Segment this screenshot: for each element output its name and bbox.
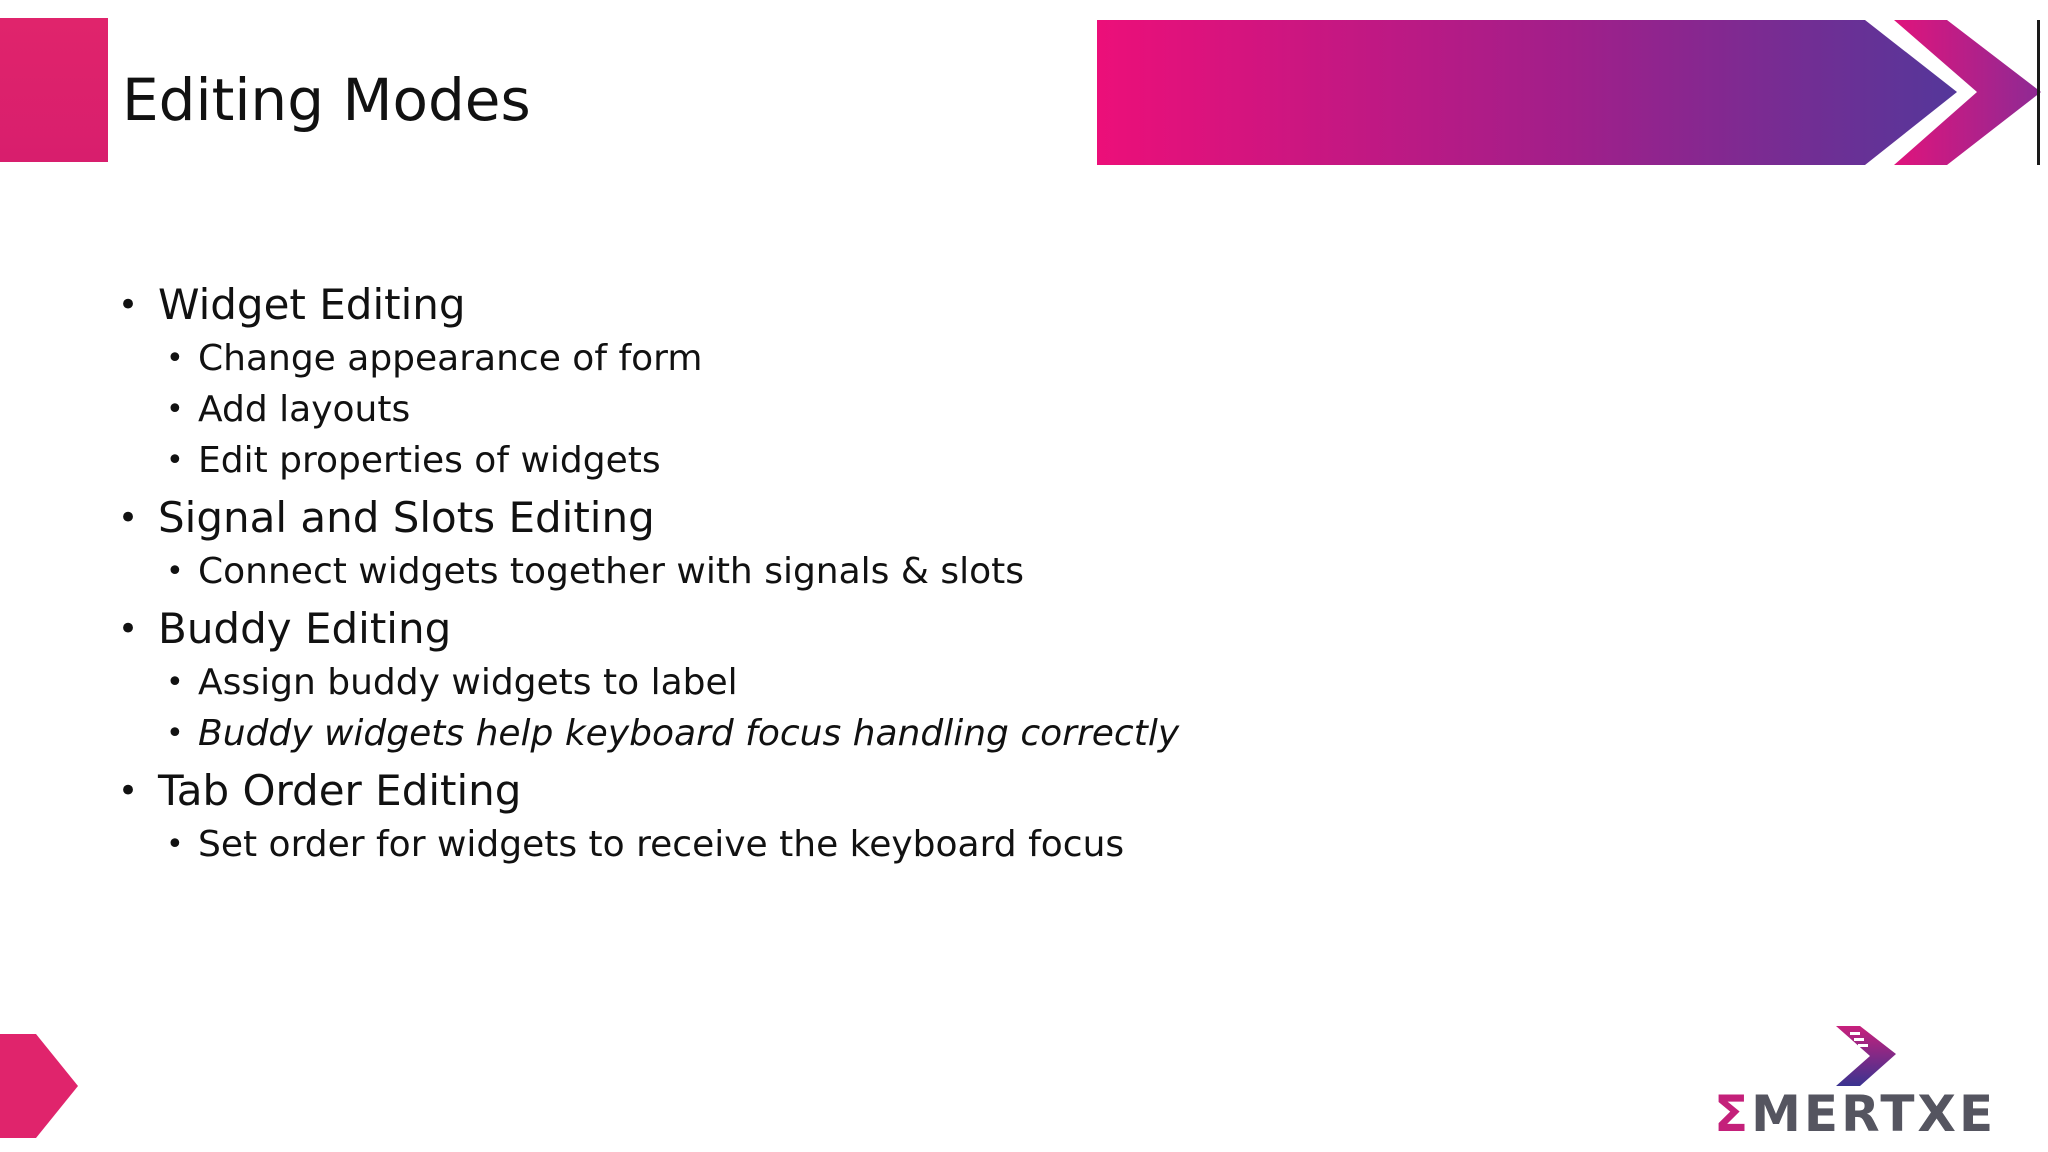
header-gradient-banner <box>1097 20 2048 165</box>
sub-bullet <box>118 388 1518 432</box>
banner-arrow-graphic <box>1097 20 2048 165</box>
bullet-text: Buddy Editing <box>158 604 452 653</box>
bullet-list <box>118 280 1518 867</box>
sub-bullet <box>118 439 1518 483</box>
sub-bullet-text: Edit properties of widgets <box>198 440 661 481</box>
bullet-text: Widget Editing <box>158 280 466 329</box>
sub-bullet <box>118 550 1518 594</box>
logo-arrow-icon <box>1830 1026 1910 1092</box>
bullet-marker: • <box>166 392 184 427</box>
bullet-marker: • <box>166 665 184 700</box>
logo-wordmark: ΣMERTXE <box>1714 1085 1997 1143</box>
bullet-marker: • <box>166 827 184 862</box>
bullet-marker: • <box>118 498 139 538</box>
bullet-text: Tab Order Editing <box>158 766 522 815</box>
footer-chevron-icon <box>0 1034 80 1138</box>
sub-bullet-text: Connect widgets together with signals & slots <box>198 551 1025 592</box>
bullet-signal-slots-editing <box>118 493 1518 543</box>
sub-bullet <box>118 661 1518 705</box>
sub-bullet <box>118 712 1518 756</box>
bullet-marker: • <box>166 443 184 478</box>
bullet-marker: • <box>166 554 184 589</box>
sub-bullet-text: Set order for widgets to receive the keyboard focus <box>198 824 1125 865</box>
bullet-marker: • <box>166 716 184 751</box>
bullet-widget-editing <box>118 280 1518 330</box>
header-accent-block <box>0 18 108 162</box>
sub-bullet-text: Assign buddy widgets to label <box>198 662 738 703</box>
bullet-marker: • <box>118 609 139 649</box>
bullet-marker: • <box>118 771 139 811</box>
bullet-marker: • <box>118 285 139 325</box>
sub-bullet <box>118 823 1518 867</box>
sub-bullet-text: Add layouts <box>198 389 411 430</box>
sub-bullet-text: Change appearance of form <box>198 338 703 379</box>
bullet-text: Signal and Slots Editing <box>158 493 655 542</box>
bullet-buddy-editing <box>118 604 1518 654</box>
slide-title: Editing Modes <box>122 66 531 134</box>
emertxe-logo <box>1700 1026 2020 1143</box>
sub-bullet-text-italic: Buddy widgets help keyboard focus handling correctly <box>198 713 1180 754</box>
sub-bullet <box>118 337 1518 381</box>
bullet-marker: • <box>166 341 184 376</box>
bullet-tab-order-editing <box>118 766 1518 816</box>
